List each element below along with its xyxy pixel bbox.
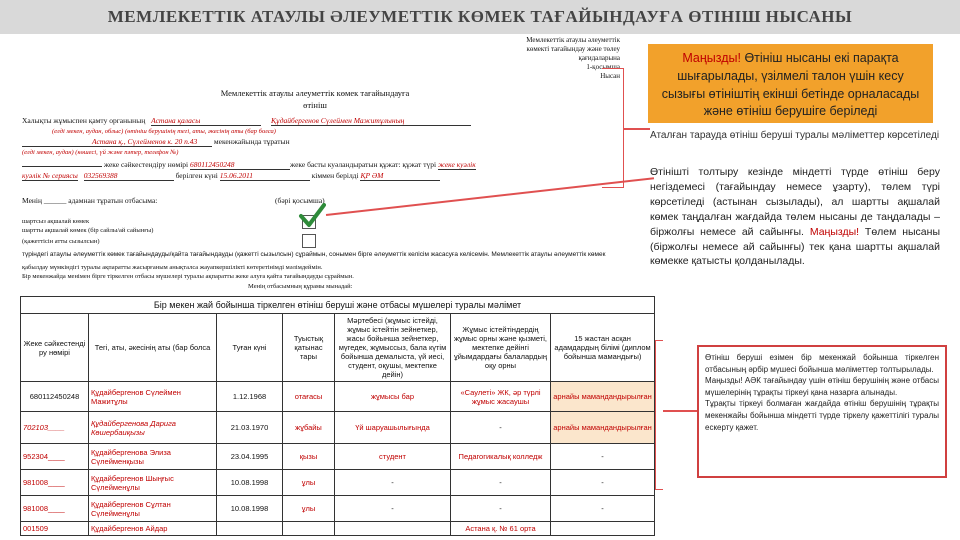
issued-label: берілген күні [175,171,218,180]
filling-text-2: Төлем нысаны (біржолғы немесе ай сайынғы) тек қана шартты ақшалай көмекке қатысты қолданылады. [650,225,940,268]
appendix-line: Нысан [600,72,620,81]
checkmark-icon [298,203,326,229]
cell-iin: 001509 [21,522,89,536]
cell-birthdate: 10.08.1998 [217,470,283,496]
important-note [648,44,933,123]
address-row [22,137,290,147]
org-row [22,116,471,126]
table-caption: Бір мекен жай бойынша тіркелген өтініш беруші және отбасы мүшелері туралы мәлімет [21,297,655,314]
doc-value: жеке куәлік [437,160,476,169]
cell-education: - [551,444,655,470]
important-label: Маңызды! [682,51,741,65]
column-header: Мәртебесі (жұмыс істейді, жұмыс істейтін зейнеткер, жасы бойынша зейнеткер, мүгедек, жұмыссыз, бала күтім бойынша демалыста, үй иесі, студент, оқушы, мектепке дейін) [335,314,451,382]
cell-name: Құдайбергенов Сүлеймен Мажитұлы [89,382,217,412]
column-header: Тегі, аты, әкесінің аты (бар болса [89,314,217,382]
cell-iin: 680112450248 [21,382,89,412]
table-row [21,522,655,536]
org-label: Халықты жұмыспен қамту органының [22,116,146,125]
filling-text: Өтінішті толтыру кезінде міндетті түрде өтініш беру негіздемесі (тағайындау немесе ұзарту), төлем түрі көрсетіледі (астынан сызылады), ал шартты ақшалай көмек таңдалған жағдайда төлем нысаны де таңдалады – біржолғы немесе ай сайынғы. [650,166,940,238]
table-bracket [655,340,663,490]
table-row [21,496,655,522]
option-hint: (қажеттісін атты сызылсын) [22,238,100,245]
filling-note [650,165,940,269]
connector-line [624,128,650,130]
cell-status: - [335,470,451,496]
cell-education: арнайы мамандандырылған [551,382,655,412]
cell-status: - [335,496,451,522]
cell-birthdate: 23.04.1995 [217,444,283,470]
cell-workplace: Астана қ. № 61 орта [451,522,551,536]
cell-education: - [551,470,655,496]
issued-value: 15.06.2011 [220,171,310,181]
cell-status: студент [335,444,451,470]
cell-workplace: «Саулеті» ЖК, әр түрлі жұмыс жасаушы [451,382,551,412]
important-text: Өтініш нысаны екі парақта шығарылады, үзілмелі талон үшін кесу сызығы өтініштің екінші бетінде орналасады және өтініш берушіге беріледі [661,51,920,119]
column-header: Жеке сәйкестенді ру нөмірі [21,314,89,382]
cell-status: Үй шаруашылығында [335,412,451,444]
cell-status: жұмысы бар [335,382,451,412]
section-bracket [602,68,624,188]
doc-label: жеке басты куәландыратын құжат: құжат түрі [290,160,437,169]
cell-name: Құдайбергенов Сұлтан Сүлейменұлы [89,496,217,522]
family-note-line: Өтініш беруші езімен бір мекенжай бойынша тіркелген отбасының әрбір мүшесі бойынша мәліметтер толтырылады. [705,353,939,374]
family-table [20,296,655,536]
table-row [21,470,655,496]
cell-relation: ұлы [283,470,335,496]
family-hint: (бәрі қосымша) [275,196,325,205]
issuer-label: кіммен берілді [311,171,359,180]
cell-birthdate: 21.03.1970 [217,412,283,444]
statement-paragraph: Бір мекенжайда менімен бірге тіркелген отбасы мүшелері туралы ақпаратты жеке алуға қайта тағайындауды сұраймын. [22,273,354,280]
table-row [21,412,655,444]
family-note-line: Тұрақты тіркеуі болмаған жағдайда өтініш берушінің тұрақты мекенжайы бойынша міндетті түрде тіркелу қажеттілігі туралы ескерту қажет. [705,399,939,432]
column-header: Туыстық қатынас тары [283,314,335,382]
appendix-line: 1-қосымша [586,63,620,72]
series-label: куәлік № сериясы [22,171,78,180]
statement-paragraph: түріндегі атаулы әлеуметтік көмек тағайындауды/қайта тағайындауды (қажетті сызылсын) сұраймын, сонымен бірге әлеуметтік келісім жасасуға келісемін. Мемлекеттік атаулы әлеуметтік көмек [22,251,606,258]
cell-relation: ұлы [283,496,335,522]
cell-iin: 952304____ [21,444,89,470]
appendix-line: Мемлекеттік атаулы әлеуметтік [526,36,620,44]
cell-relation: жұбайы [283,412,335,444]
cell-name: Құдайбергенова Дарига Көшербаиқызы [89,412,217,444]
family-note-box [697,345,947,478]
cell-relation: қызы [283,444,335,470]
cell-education: - [551,496,655,522]
iin-row [22,160,290,170]
table-header-row [21,314,655,382]
filling-important-label: Маңызды! [809,225,860,238]
cell-name: Құдайбергенов Шыңғыс Сүлейменұлы [89,470,217,496]
address-value: Астана қ., Сүлейменов к. 20 п.43 [22,137,212,147]
iin-value: 680112450248 [190,160,290,170]
form-title-line: Мемлекеттік атаулы әлеуметтік көмек тағайындауға [220,88,410,98]
column-header: Жұмыс істейтіндердің жұмыс орны және қызметі, мектепке дейінгі ұйымдардағы балалардың оқу орны [451,314,551,382]
appendix-line: көмекті тағайындау және төлеу [526,45,620,54]
cell-birthdate: 1.12.1968 [217,382,283,412]
cell-relation: отағасы [283,382,335,412]
page-title: МЕМЛЕКЕТТІК АТАУЛЫ ӘЛЕУМЕТТІК КӨМЕК ТАҒАЙЫНДАУҒА ӨТІНІШ НЫСАНЫ [0,0,960,34]
series-row [22,171,440,181]
cell-relation [283,522,335,536]
cell-workplace: - [451,470,551,496]
form-title-line: өтініш [303,99,327,110]
section-note: Аталған тарауда өтініш беруші туралы мәліметтер көрсетіледі [650,130,940,141]
address-label: мекенжайында тұратын [213,137,290,146]
cell-birthdate: 10.08.1998 [217,496,283,522]
cell-name: Құдайбергенов Айдар [89,522,217,536]
issuer-value: ҚР ӘМ [360,171,440,181]
table-row [21,382,655,412]
checkbox-conditional[interactable] [302,234,316,248]
option-conditional: шартты ақшалай көмек (бір сайлы/ай сайынғы) [22,227,154,234]
column-header: Туған күні [217,314,283,382]
iin-label: жеке сәйкестендіру нөмірі [103,160,189,169]
cell-iin: 702103____ [21,412,89,444]
cell-iin: 981008____ [21,496,89,522]
cell-workplace: - [451,496,551,522]
cell-iin: 981008____ [21,470,89,496]
statement-paragraph: қабылдау мүмкіндігі туралы ақпаратты жасырғаным анықталса жауапкершілікті көтеретінімді мәлімдеймін. [22,264,323,271]
hint-line: (елді мекен, аудан) (көшесі, үй және пәтер, телефон №) [22,149,179,156]
family-note-line: Маңызды! АӘК тағайындау үшін өтініш берушінің және отбасы мүшелерінің тұрақты тіркеуі қана назарға алынады. [705,376,939,397]
family-label: Менің ______ адамнан тұратын отбасыма: [22,196,158,205]
connector-line [326,177,654,215]
connector-line [663,410,697,412]
applicant-name: Құдайбергенов Сүлеймен Мажитұлының [271,116,471,126]
cell-workplace: - [451,412,551,444]
cell-education [551,522,655,536]
series-value: 032569388 [84,171,174,181]
form-title [175,88,455,112]
cell-birthdate [217,522,283,536]
org-value: Астана қаласы [151,116,261,126]
cell-name: Құдайбергенова Элиза Сүлейменқызы [89,444,217,470]
appendix-block [470,36,620,81]
cell-status [335,522,451,536]
cell-workplace: Педагогикалық колледж [451,444,551,470]
appendix-line: қағидаларына [578,54,620,63]
hint-line: (елді мекен, аудан, облыс) (өтініш берушінің тегі, аты, әкесінің аты (бар болса) [52,128,276,135]
family-members-label: Менің отбасымның құрамы мынадай: [248,283,353,290]
cell-education: арнайы мамандандырылған [551,412,655,444]
table-row [21,444,655,470]
column-header: 15 жастан асқан адамдардың білімі (диплом бойынша мамандығы) [551,314,655,382]
doc-row [290,160,476,170]
option-unconditional: шартсыз ақшалай көмек [22,218,90,225]
